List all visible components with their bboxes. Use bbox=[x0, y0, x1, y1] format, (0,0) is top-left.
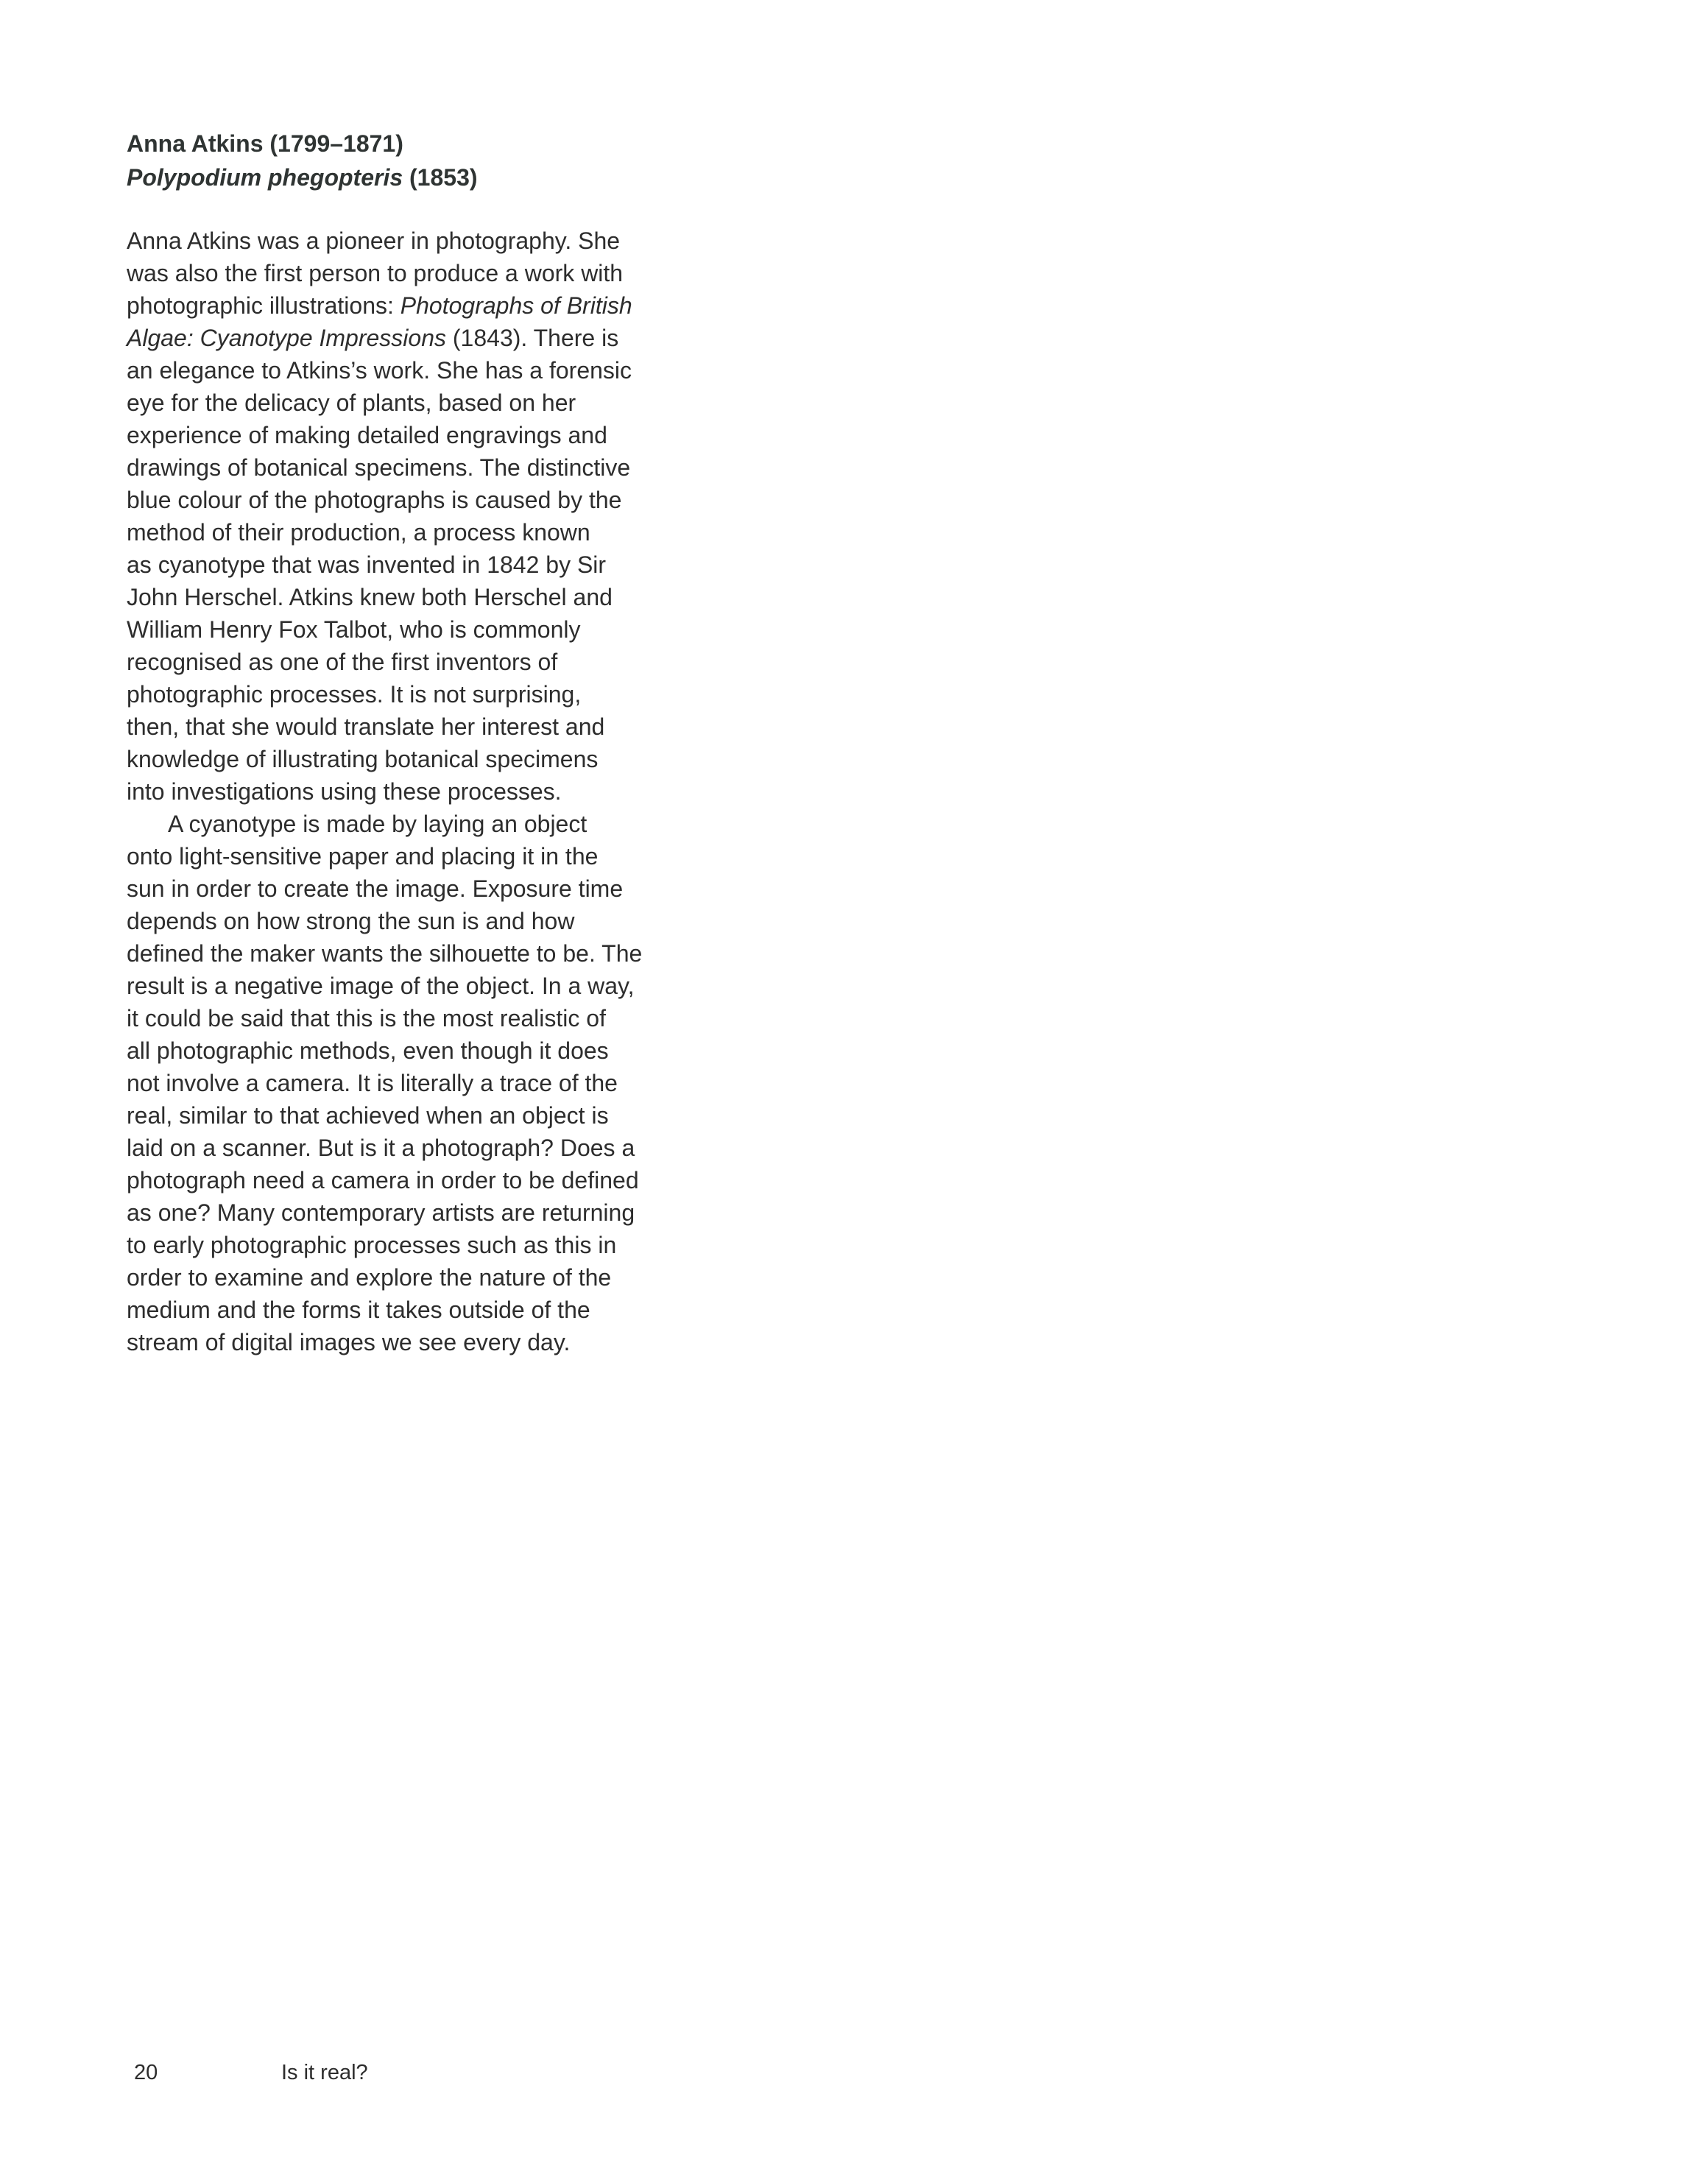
text-run: photographic illustrations: bbox=[127, 292, 400, 319]
text-line: it could be said that this is the most realistic of bbox=[127, 1005, 606, 1032]
text-line: all photographic methods, even though it does bbox=[127, 1037, 609, 1064]
text-line: blue colour of the photographs is caused by the bbox=[127, 487, 622, 513]
artist-name: Anna Atkins bbox=[127, 130, 264, 157]
text-line: knowledge of illustrating botanical specimens bbox=[127, 746, 599, 772]
text-line: to early photographic processes such as this in bbox=[127, 1232, 617, 1258]
body-text bbox=[127, 225, 701, 1358]
text-line: stream of digital images we see every day. bbox=[127, 1329, 571, 1355]
book-title: Photographs of British bbox=[400, 292, 632, 319]
text-line bbox=[127, 322, 701, 354]
page-number: 20 bbox=[134, 2061, 158, 2084]
text-line: defined the maker wants the silhouette to be. The bbox=[127, 940, 643, 967]
text-line: drawings of botanical specimens. The distinctive bbox=[127, 454, 631, 481]
book-title: Algae: Cyanotype Impressions bbox=[127, 325, 446, 351]
text-line: depends on how strong the sun is and how bbox=[127, 908, 575, 934]
text-line: real, similar to that achieved when an object is bbox=[127, 1102, 609, 1129]
text-line bbox=[127, 289, 701, 322]
text-line: sun in order to create the image. Exposure time bbox=[127, 875, 624, 902]
text-line: onto light-sensitive paper and placing it in the bbox=[127, 843, 599, 870]
paragraph-start-line: A cyanotype is made by laying an object bbox=[168, 811, 587, 837]
text-line: result is a negative image of the object. In a way, bbox=[127, 973, 635, 999]
text-line: Anna Atkins was a pioneer in photography. She bbox=[127, 228, 621, 254]
text-line: laid on a scanner. But is it a photograph? Does a bbox=[127, 1135, 635, 1161]
artist-dates: (1799–1871) bbox=[269, 130, 403, 157]
text-line: an elegance to Atkins’s work. She has a forensic bbox=[127, 357, 632, 384]
text-line: photograph need a camera in order to be defined bbox=[127, 1167, 639, 1193]
entry-heading bbox=[127, 127, 686, 194]
text-line: then, that she would translate her interest and bbox=[127, 713, 605, 740]
text-line: medium and the forms it takes outside of the bbox=[127, 1297, 590, 1323]
text-line: experience of making detailed engravings and bbox=[127, 422, 607, 448]
artist-line bbox=[127, 127, 686, 161]
text-line: William Henry Fox Talbot, who is commonly bbox=[127, 616, 581, 643]
text-line: method of their production, a process known bbox=[127, 519, 590, 546]
running-title: Is it real? bbox=[281, 2061, 368, 2084]
text-line: recognised as one of the first inventors of bbox=[127, 649, 558, 675]
text-line: into investigations using these processes. bbox=[127, 778, 562, 805]
text-line: photographic processes. It is not surprising, bbox=[127, 681, 582, 708]
work-year: (1853) bbox=[409, 164, 478, 191]
text-line: was also the first person to produce a work with bbox=[127, 260, 624, 286]
text-line: not involve a camera. It is literally a trace of the bbox=[127, 1070, 618, 1096]
text-line: eye for the delicacy of plants, based on her bbox=[127, 389, 576, 416]
work-title: Polypodium phegopteris bbox=[127, 164, 403, 191]
text-line: John Herschel. Atkins knew both Herschel and bbox=[127, 584, 613, 610]
text-line: as cyanotype that was invented in 1842 by Sir bbox=[127, 551, 607, 578]
text-run: (1843). There is bbox=[446, 325, 619, 351]
text-line: as one? Many contemporary artists are returning bbox=[127, 1199, 635, 1226]
work-line bbox=[127, 161, 686, 194]
text-line: order to examine and explore the nature of the bbox=[127, 1264, 612, 1291]
